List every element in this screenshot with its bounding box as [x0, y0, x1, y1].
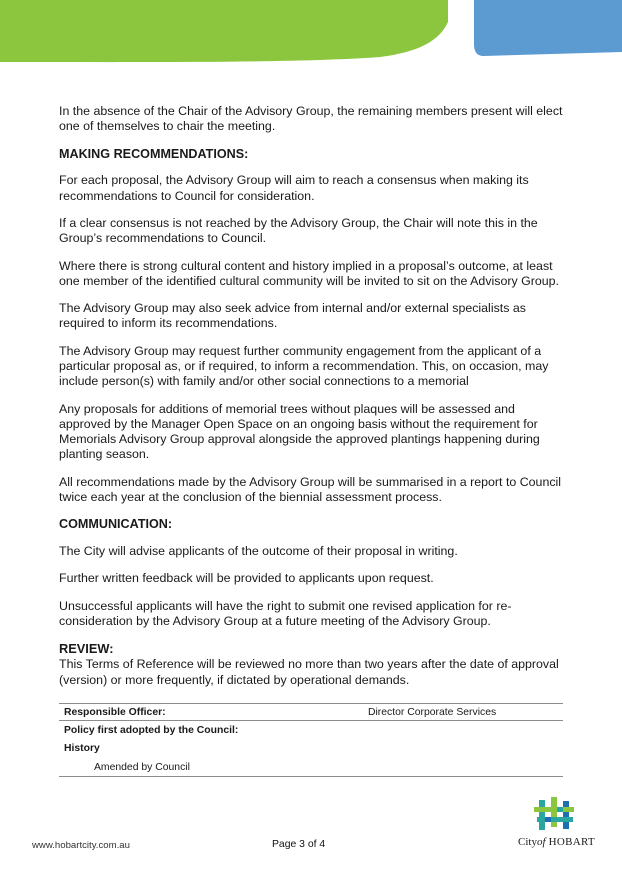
section-heading-communication: COMMUNICATION:	[59, 517, 173, 532]
paragraph: The Advisory Group may also seek advice from internal and/or external specialists as required to inform its recommendations.	[59, 301, 526, 331]
section-heading-recommendations: MAKING RECOMMENDATIONS:	[59, 146, 249, 161]
policy-row-history	[59, 739, 563, 757]
policy-table	[59, 703, 563, 777]
paragraph: The City will advise applicants of the outcome of their proposal in writing.	[59, 543, 458, 558]
header-green-shape	[0, 0, 448, 62]
footer-page-number: Page 3 of 4	[272, 839, 326, 850]
adopted-label: Policy first adopted by the Council:	[64, 725, 239, 736]
responsible-officer-label: Responsible Officer:	[64, 707, 166, 718]
policy-row-amended	[59, 757, 563, 777]
paragraph: Unsuccessful applicants will have the right to submit one revised application for re-consideration by the Advisory Group at a future meeting of the Advisory Group.	[59, 598, 512, 628]
paragraph: This Terms of Reference will be reviewed no more than two years after the date of approval (version) or more frequently, if dictated by operational demands.	[59, 657, 559, 687]
paragraph: The Advisory Group may request further community engagement from the applicant of a particular proposal as, or if required, to inform a recommendation. This, on occasion, may include person(s) with family and/or other social connections to a memorial	[59, 343, 549, 389]
responsible-officer-value: Director Corporate Services	[368, 707, 497, 718]
paragraph: All recommendations made by the Advisory Group will be summarised in a report to Council twice each year at the conclusion of the biennial assessment process.	[59, 474, 562, 504]
logo-hobart-text: HOBART	[548, 836, 595, 848]
logo-wordmark	[518, 836, 595, 848]
paragraph: Where there is strong cultural content and history implied in a proposal’s outcome, at least one member of the identified cultural community will be invited to sit on the Advisory Group.	[59, 258, 559, 288]
header-banner	[0, 0, 622, 70]
policy-row-adopted	[59, 721, 563, 739]
footer-website: www.hobartcity.com.au	[32, 840, 130, 851]
document-body	[59, 104, 564, 700]
policy-row-responsible-officer	[59, 703, 563, 721]
history-label: History	[64, 743, 100, 754]
section-heading-review: REVIEW:	[59, 641, 114, 657]
header-blue-shape	[474, 0, 622, 56]
logo-city-text: City	[518, 836, 537, 848]
amended-label: Amended by Council	[94, 762, 190, 773]
paragraph: If a clear consensus is not reached by the Advisory Group, the Chair will note this in the Group’s recommendations to Council.	[59, 215, 538, 246]
paragraph: In the absence of the Chair of the Advisory Group, the remaining members present will elect one of themselves to chair the meeting.	[59, 104, 563, 134]
paragraph: Further written feedback will be provided to applicants upon request.	[59, 571, 434, 586]
paragraph: Any proposals for additions of memorial trees without plaques will be assessed and approved by the Manager Open Space on an ongoing basis without the requirement for Memorials Advisory Group approval alongside the approved plantings happening during planting season.	[59, 401, 540, 462]
paragraph: For each proposal, the Advisory Group will aim to reach a consensus when making its recommendations to Council for consideration.	[59, 173, 529, 203]
logo-of-text: of	[536, 836, 546, 848]
